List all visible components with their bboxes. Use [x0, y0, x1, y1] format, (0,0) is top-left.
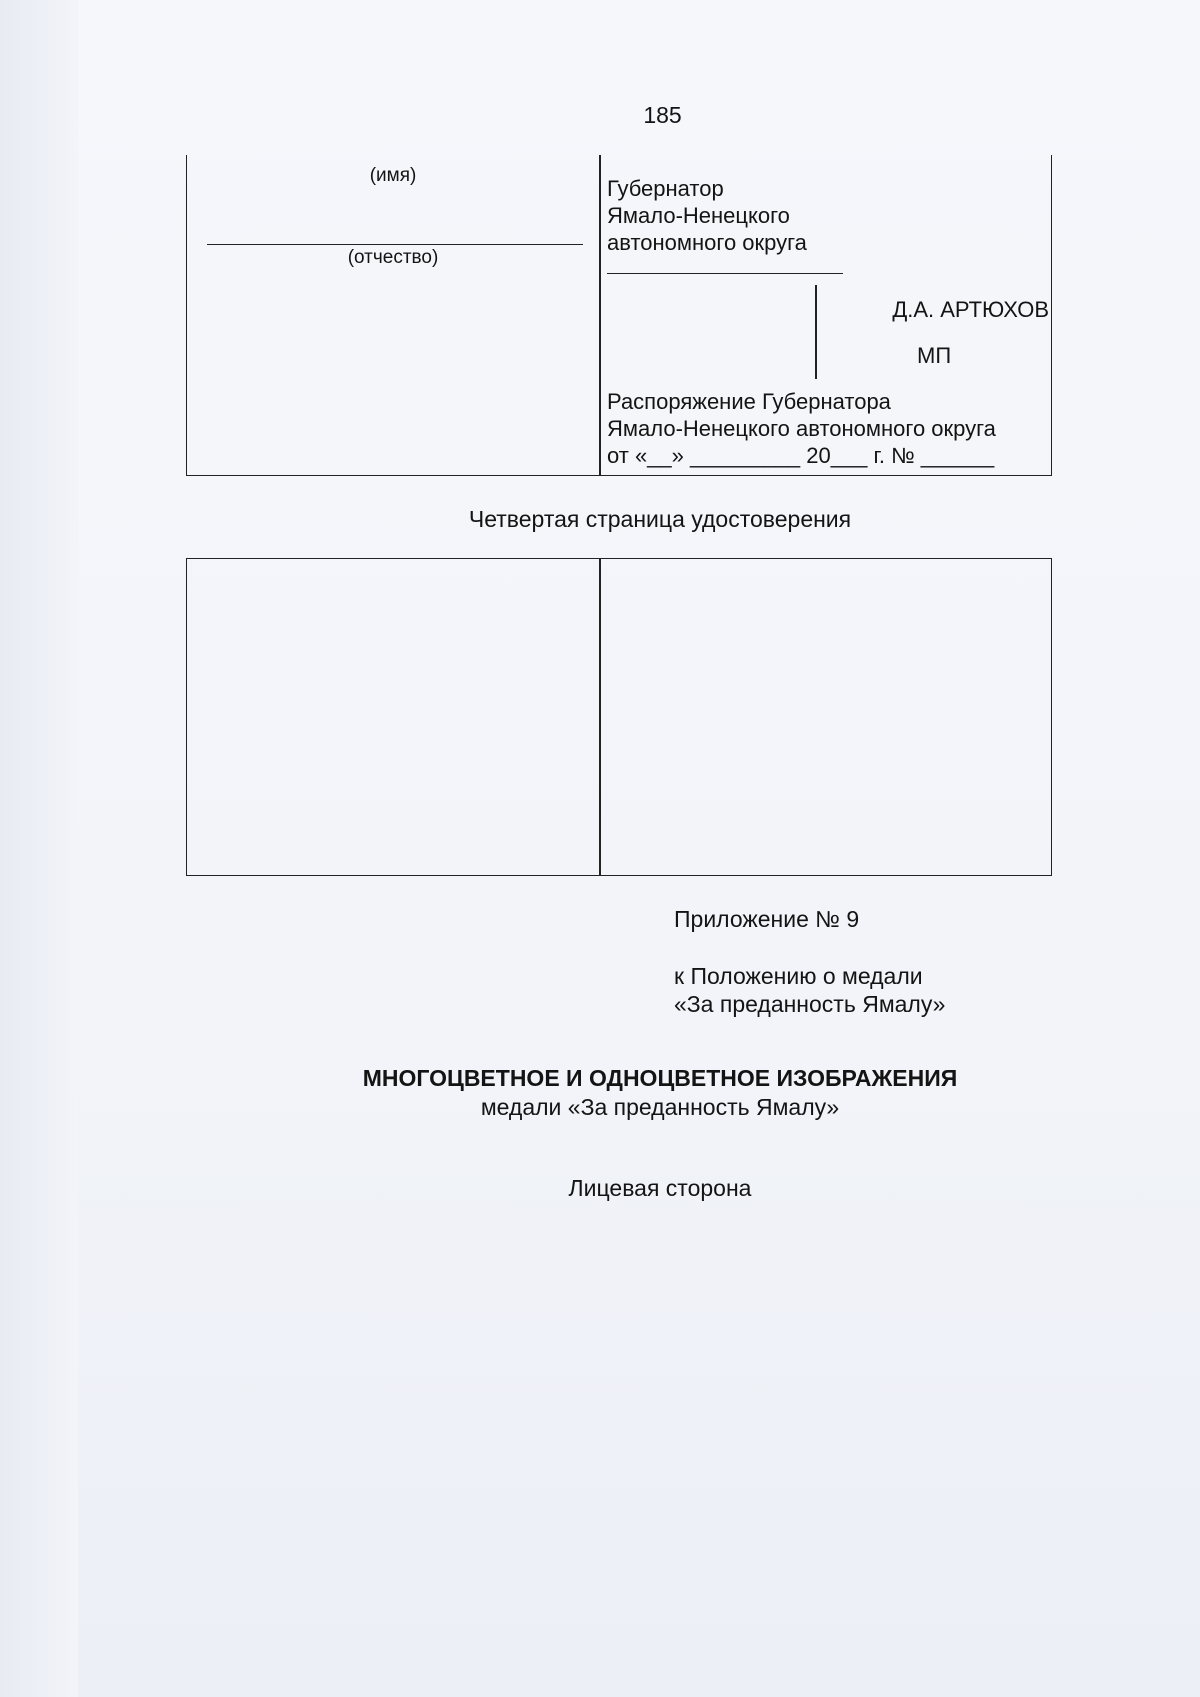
section-heading: МНОГОЦВЕТНОЕ И ОДНОЦВЕТНОЕ ИЗОБРАЖЕНИЯ	[362, 1065, 958, 1091]
signature-line	[607, 273, 843, 274]
signature-separator	[815, 285, 817, 379]
governor-name: Д.А. АРТЮХОВ	[892, 297, 1049, 322]
certificate-third-page-table	[186, 155, 1052, 476]
governor-title: Губернатор Ямало-Ненецкого автономного округа	[607, 176, 807, 255]
table-column-divider	[599, 559, 601, 875]
caption-name: (имя)	[369, 165, 417, 186]
section-subheading: медали «За преданность Ямалу»	[480, 1094, 840, 1120]
appendix-reference: к Положению о медали «За преданность Ямалу»	[674, 963, 946, 1017]
caption-patronymic: (отчество)	[347, 247, 439, 268]
page-shadow-edge	[0, 0, 78, 1697]
page-number: 185	[643, 102, 682, 128]
patronymic-underline	[207, 244, 583, 245]
face-side-label: Лицевая сторона	[568, 1175, 752, 1201]
table-column-divider	[599, 155, 601, 475]
appendix-number: Приложение № 9	[674, 906, 860, 932]
certificate-fourth-page-table	[186, 558, 1052, 876]
stamp-label: МП	[917, 343, 952, 368]
fourth-page-title: Четвертая страница удостоверения	[468, 506, 852, 532]
decree-text: Распоряжение Губернатора Ямало-Ненецкого автономного округа от «__» _________ 20___ г. № ______	[607, 389, 996, 468]
